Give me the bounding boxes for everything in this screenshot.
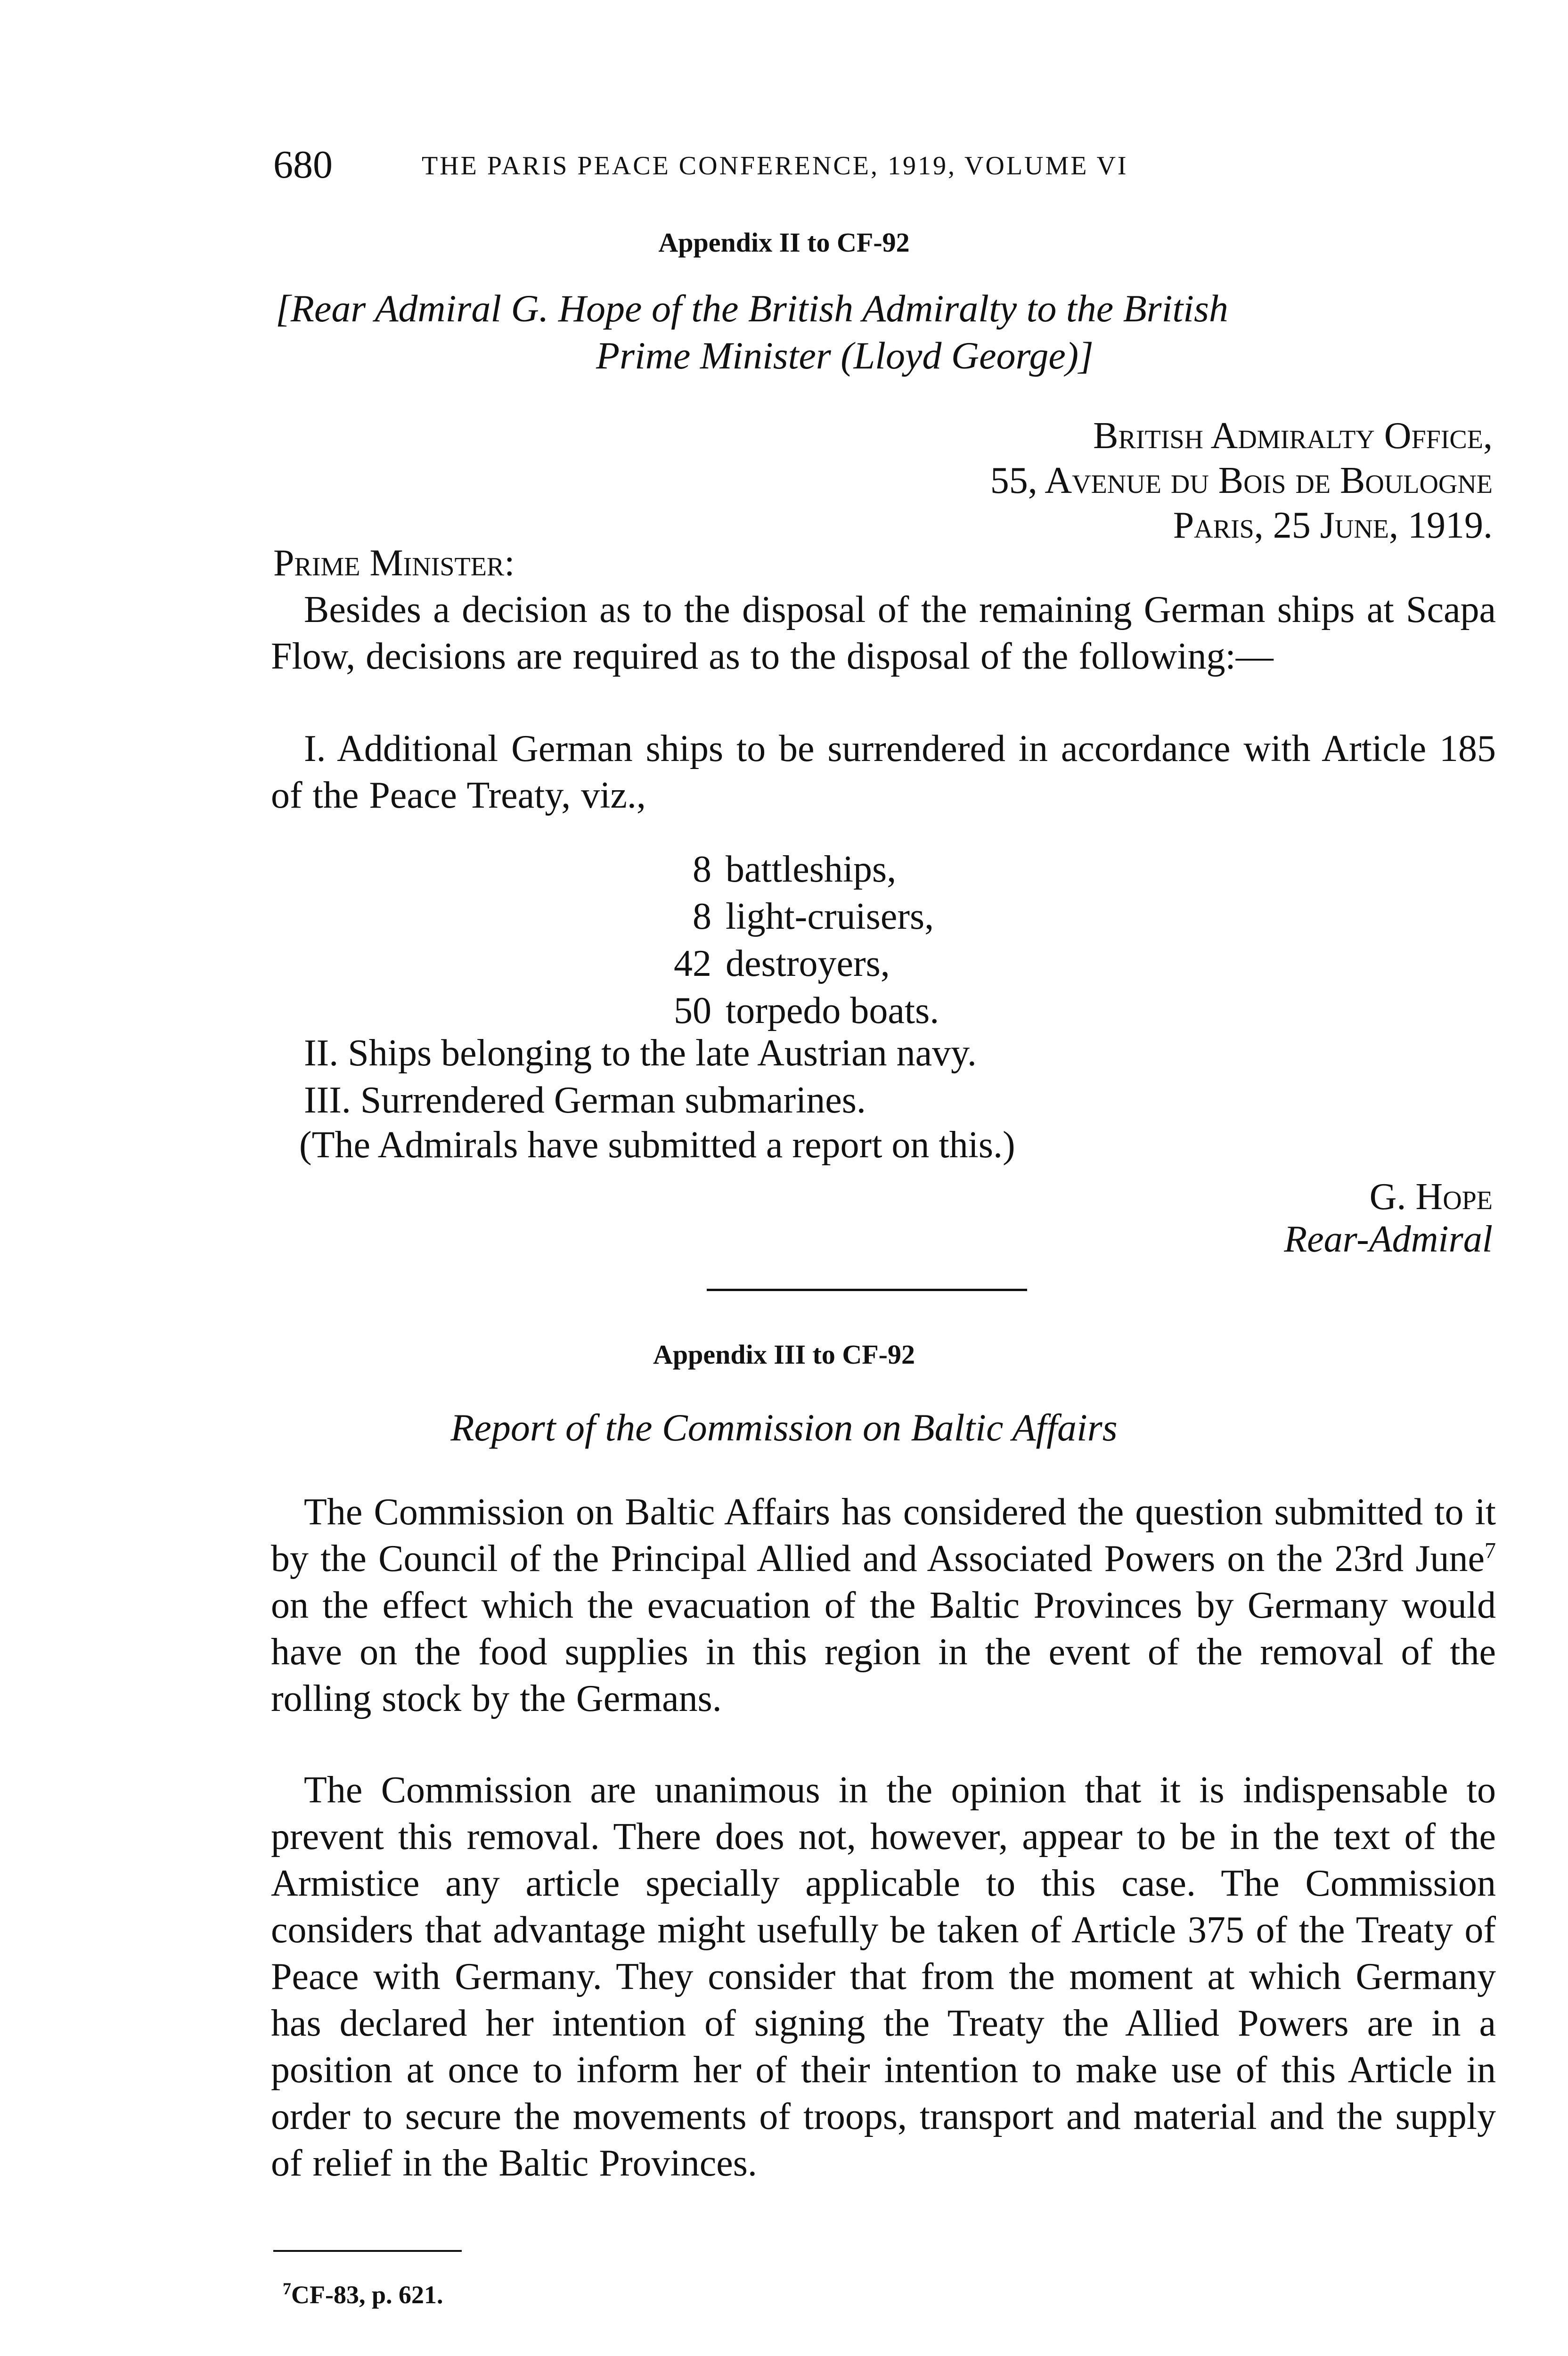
admirals-note: (The Admirals have submitted a report on this.)	[299, 1124, 1015, 1166]
signature-rank: Rear-Admiral	[1284, 1219, 1493, 1260]
page-number: 680	[273, 143, 333, 187]
salutation: Prime Minister:	[273, 542, 515, 584]
section-divider	[707, 1289, 1027, 1291]
appendix-3-heading: Appendix III to CF-92	[653, 1339, 915, 1370]
item-1: I. Additional German ships to be surrendered in accordance with Article 185 of the Peace Treaty, viz.,	[271, 728, 1496, 816]
appendix-3-title: Report of the Commission on Baltic Affairs	[450, 1406, 1118, 1449]
ships-list-item: 8 light-cruisers,	[693, 896, 934, 937]
appendix-2-heading: Appendix II to CF-92	[658, 227, 910, 258]
footnote-rule	[273, 2250, 462, 2252]
appendix-3-paragraph-1: The Commission on Baltic Affairs has considered the question submitted to it by the Council of the Principal Allied and Associated Powers on the 23rd June$^7$ on the effect which the evacuation of the Baltic Provinces by Germany would have on the food supplies in this region in the event of the removal of the rolling stock by the Germans.	[271, 1491, 1496, 1719]
appendix-2-title-line-1: [Rear Admiral G. Hope of the British Admiralty to the British	[276, 287, 1228, 330]
ships-list-item: 50 torpedo boats.	[674, 990, 939, 1031]
appendix-2-title-line-2: Prime Minister (Lloyd George)]	[596, 334, 1094, 377]
address-line-1: British Admiralty Office,	[1093, 415, 1493, 457]
appendix-3-paragraph-2: The Commission are unanimous in the opinion that it is indispensable to prevent this removal. There does not, however, appear to be in the text of the Armistice any article specially applicable to this case. The Commission considers that advantage might usefully be taken of Article 375 of the Treaty of Peace with Germany. They consider that from the moment at which Germany has declared her intention of signing the Treaty the Allied Powers are in a position at once to inform her of their intention to make use of this Article in order to secure the movements of troops, transport and material and the supply of relief in the Baltic Provinces.	[271, 1769, 1496, 2184]
ships-list	[641, 846, 939, 1034]
place-date: Paris, 25 June, 1919.	[1173, 505, 1493, 546]
footnote: $^7$CF-83, p. 621.	[283, 2279, 443, 2309]
signature-name: G. Hope	[1369, 1176, 1493, 1218]
address-line-2: 55, Avenue du Bois de Boulogne	[990, 460, 1493, 501]
running-title: THE PARIS PEACE CONFERENCE, 1919, VOLUME VI	[422, 151, 1128, 180]
appendix-2-body-intro: Besides a decision as to the disposal of the remaining German ships at Scapa Flow, decisions are required as to the disposal of the following:—	[271, 589, 1496, 677]
ships-list-item: 8 battleships,	[693, 849, 897, 890]
item-2: II. Ships belonging to the late Austrian navy.	[304, 1032, 977, 1074]
footnote-ref: 7	[1485, 1538, 1496, 1563]
ships-list-item: 42 destroyers,	[674, 943, 890, 984]
item-3: III. Surrendered German submarines.	[304, 1080, 866, 1121]
